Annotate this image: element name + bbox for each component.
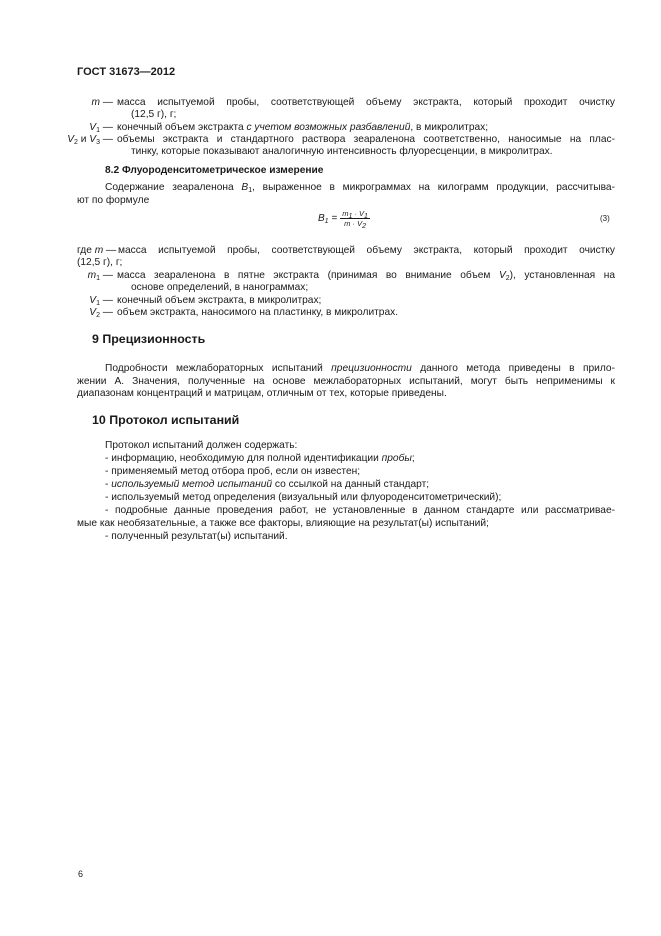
page-number: 6 [78,869,84,879]
definition-term: $V_2$ — [89,307,113,319]
definition-term: $V_1$ — [89,122,113,134]
paragraph-8-2: Содержание зеараленона $B_1$, выраженное в микрограммах на килограмм продукции, рассчитыва- ют по формуле [77,182,615,206]
paragraph-9: Подробности межлабораторных испытаний прецизионности данного метода приведены в прило- жении А. Значения, полученные на основе межлабораторных испытаний, могут быть неприменимы к диапазонам концентраций и матрицам, отличным от тех, которые приведены. [77,363,615,400]
formula-fraction: $\frac{m_1 \cdot V_1}{m \cdot V_2}$ [342,209,368,230]
document-header: ГОСТ 31673—2012 [77,66,176,78]
list-item: - подробные данные проведения работ, не установленные в данном стандарте или рассматривае- мые как необязательные, а также все факторы, влияющие на результат(ы) испытаний; [77,505,615,529]
section-heading-9: 9 Прецизионность [92,332,206,346]
definition-term: m — [91,97,113,108]
definition-term: $V_1$ — [89,295,113,307]
section-heading-10: 10 Протокол испытаний [92,413,240,427]
subsection-heading-8-2: 8.2 Флуороденситометрическое измерение [105,165,324,176]
formula-3: $B_1$ = $\frac{m_1 \cdot V_1}{m \cdot V_2}$ [318,209,368,230]
list-item: - информацию, необходимую для полной идентификации пробы; [105,453,415,464]
protocol-intro: Протокол испытаний должен содержать: [105,440,298,451]
list-item: - полученный результат(ы) испытаний. [105,531,288,542]
formula-number: (3) [600,214,610,223]
list-item: - применяемый метод отбора проб, если он известен; [105,466,361,477]
list-item: - используемый метод определения (визуальный или флуороденситометрический); [105,492,502,503]
definition-term: $V_2$ и $V_3$ — [67,134,113,146]
definition-term: $m_1$ — [87,270,113,282]
list-item: - используемый метод испытаний со ссылкой на данный стандарт; [105,479,430,490]
definition-term: где m — [77,245,117,256]
